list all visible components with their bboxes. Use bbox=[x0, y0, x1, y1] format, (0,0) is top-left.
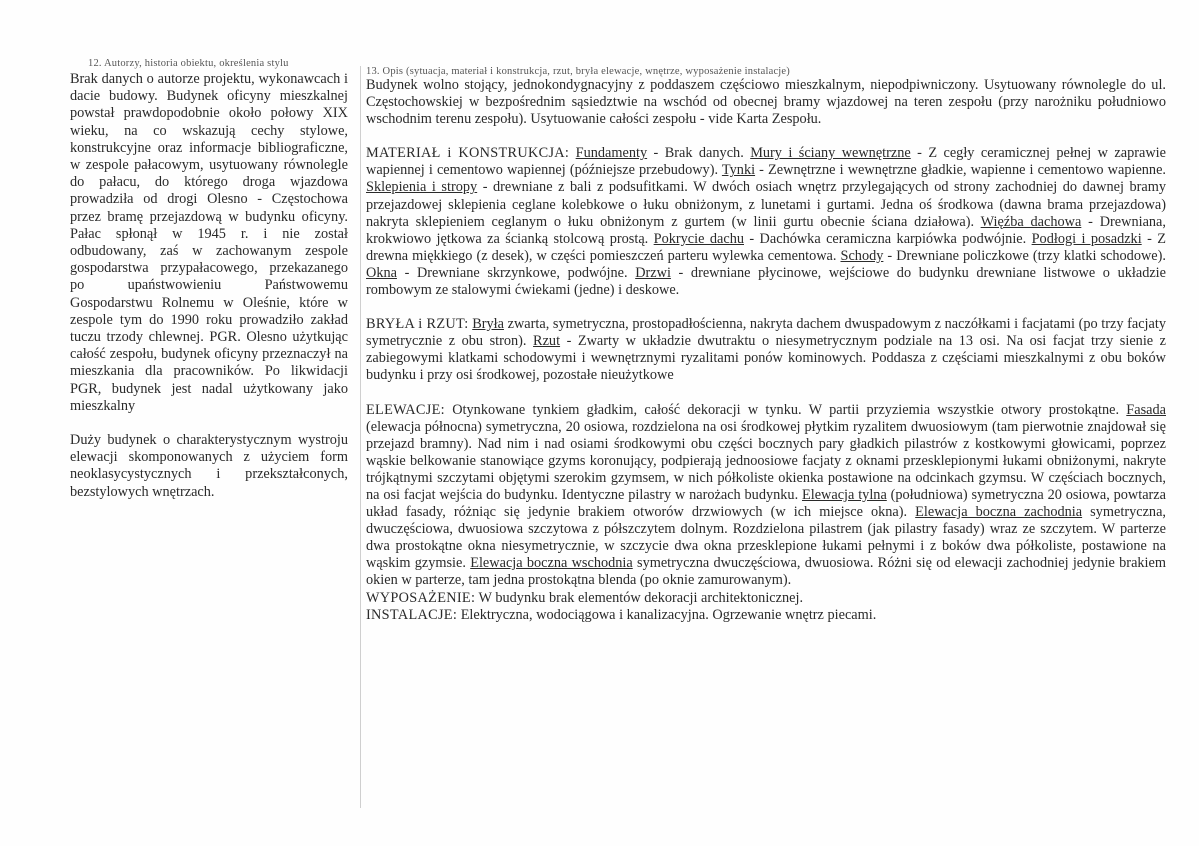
schody-term: Schody bbox=[840, 247, 884, 264]
section-13-header: 13. Opis (sytuacja, materiał i konstrukcja, rzut, bryła elewacje, wnętrze, wyposażenie instalacje) bbox=[366, 66, 790, 77]
schody-text: - Drewniane policzkowe (trzy klatki schodowe). bbox=[883, 247, 1166, 264]
drzwi-text: - drewniane płycinowe, wejściowe do budynku drewniane listwowe o układzie rombowym ze stalowymi ćwiekami (jedne) i deskowe. bbox=[366, 264, 1167, 299]
elewacje-text-1: Otynkowane tynkiem gładkim, całość dekoracji w tynku. W partii przyziemia wszystkie otwory prostokątne. bbox=[444, 401, 1127, 418]
style-paragraph: Duży budynek o charakterystycznym wystroju elewacji skomponowanych z użyciem form neoklasycystycznych i przekształconych, bezstylowych wnętrzach. bbox=[70, 432, 348, 500]
bryla-section bbox=[366, 316, 1166, 384]
mury-text: - Z cegły ceramicznej pełnej w zaprawie wapiennej i cementowo wapiennej (późniejsze przebudowy). bbox=[366, 145, 1166, 179]
bryla-term: Bryła bbox=[472, 316, 504, 333]
fasada-term: Fasada bbox=[1126, 401, 1166, 418]
okna-text: - Drewniane skrzynkowe, podwójne. bbox=[396, 264, 636, 281]
pokrycie-text: - Dachówka ceramiczna karpiówka podwójnie. bbox=[744, 230, 1032, 247]
rzut-term: Rzut bbox=[533, 333, 561, 350]
sklepienia-text: - drewniane z bali z podsufitkami. W dwóch osiach wnętrz przylegających od strony zachodniej do dawnej bramy przejazdowej sklepienia ceglane kolebkowe o łuku obniżonym, z lunetami i gurtami. Jedna oś środkowa (dawna brama przejazdowa) nakryta sklepieniem ceglanym o łuku obniżonym z gurtem (w linii gurtu obecnie ściana działowa). bbox=[366, 179, 1166, 230]
rzut-text: - Zwarty w układzie dwutraktu o niesymetrycznym podziale na 13 osi. Na osi facjat trzy sienie z zabiegowymi klatkami schodowymi i wewnętrznymi ryzalitami ponów kominowych. Poddasza z częściami mieszkalnymi z obu boków budynku i przy osi środkowej, pozostałe nieużytkowe bbox=[366, 333, 1167, 384]
bryla-text: zwarta, symetryczna, prostopadłościenna, nakryta dachem dwuspadowym z naczółkami i facjatami (po trzy facjaty symetrycznie z obu stron). bbox=[366, 316, 1166, 350]
podlogi-text: - Z drewna miękkiego (z desek), w części pomieszczeń parteru wylewka cementowa. bbox=[366, 230, 1166, 264]
material-section bbox=[366, 145, 1166, 299]
fundamenty-term: Fundamenty bbox=[575, 145, 648, 162]
wiezba-text: - Drewniana, krokwiowo jętkowa za ścianką stolcową prostą. bbox=[366, 213, 1166, 247]
elewacje-section bbox=[366, 402, 1166, 590]
okna-term: Okna bbox=[366, 264, 397, 281]
sklepienia-term: Sklepienia i stropy bbox=[366, 179, 478, 196]
wiezba-term: Więźba dachowa bbox=[980, 213, 1082, 230]
elewacje-text-2: (elewacja północna) symetryczna, 20 osiowa, rozdzielona na osi środkowej płytkim ryzalitem dwuosiowym (tam pierwotnie znajdował się przejazd bramny). Nad nim i nad osiami środkowymi obu części bocznych pary gładkich pilastrów z kostkowymi głowicami, poprzez wąskie belkowanie stanowiące gzyms koronujący, podpierają jednoosiowe facjaty z oknami przesklepionymi łukami obniżonymi, nakryte trójkątnymi szczytami objętymi szerokim gzymsem, w nich półkoliste okienka postawione na odcinkach gzymsu. W częściach bocznych, na osi facjat wejścia do budynku. Identyczne pilastry w narożach budynku. bbox=[366, 418, 1166, 503]
left-column bbox=[70, 58, 348, 501]
mury-term: Mury i ściany wewnętrzne bbox=[750, 145, 911, 162]
elewacja-tylna-term: Elewacja tylna bbox=[801, 486, 887, 503]
wyposazenie-heading: WYPOSAŻENIE: bbox=[366, 589, 476, 606]
drzwi-term: Drzwi bbox=[635, 264, 671, 281]
pokrycie-term: Pokrycie dachu bbox=[653, 230, 744, 247]
wyposazenie-section bbox=[366, 590, 1166, 607]
podlogi-term: Podłogi i posadzki bbox=[1031, 230, 1142, 247]
bryla-heading: BRYŁA i RZUT: bbox=[366, 316, 469, 333]
elewacje-heading: ELEWACJE: bbox=[366, 401, 445, 418]
tynki-text: - Zewnętrzne i wewnętrzne gładkie, wapienne i cementowo wapienne. bbox=[755, 162, 1167, 179]
history-paragraph: Brak danych o autorze projektu, wykonawcach i dacie budowy. Budynek oficyny mieszkalnej powstał prawdopodobnie około połowy XIX wieku, na co wskazują cechy stylowe, konstrukcyjne oraz informacje bibliograficzne, w zespole pałacowym, usytuowany równolegle do pałacu, do którego droga wjazdowa prowadziła od drogi Olesno - Częstochowa przez bramę przejazdową w budynku oficyny. Pałac spłonął w 1945 r. i nie został odbudowany, zaś w zachowanym zespole gospodarstwa przypałacowego, przekazanego po upaństwowieniu Państwowemu Gospodarstwu Rolnemu w Oleśnie, które w zespole tym do 1990 roku prowadziło zakład tuczu trzody chlewnej. PGR. Olesno użytkując całość zespołu, budynek oficyny przeznaczył na mieszkania dla pracowników. Po likwidacji PGR, budynek jest nadal użytkowany jako mieszkalny bbox=[70, 71, 348, 414]
instalacje-section bbox=[366, 607, 1166, 624]
elewacja-wschodnia-term: Elewacja boczna wschodnia bbox=[470, 555, 633, 572]
right-column bbox=[360, 66, 1166, 808]
elewacje-text-4: symetryczna, dwuczęściowa, dwuosiowa szczytowa z półszczytem dolnym. Rozdzielona pilastrem (jak pilastry fasady) wraz ze szczytem. W parterze dwa prostokątne okna niesymetrycznie, w szczycie dwa okna przesklepione łukami pełnymi i z boków dwa półkoliste, postawione na wąskim gzymsie. bbox=[366, 504, 1166, 572]
section-12-header: 12. Autorzy, historia obiektu, określenia stylu bbox=[88, 58, 289, 69]
elewacje-text-3: (południowa) symetryczna 20 osiowa, powtarza układ fasady, różniąc się jedynie brakiem otworów drzwiowych (w ich miejsce okna). bbox=[366, 486, 1166, 521]
instalacje-heading: INSTALACJE: bbox=[366, 606, 458, 623]
wyposazenie-text: W budynku brak elementów dekoracji architektonicznej. bbox=[475, 589, 804, 606]
situation-paragraph: Budynek wolno stojący, jednokondygnacyjny z poddaszem częściowo mieszkalnym, niepodpiwniczony. Usytuowany równolegle do ul. Częstochowskiej w bezpośrednim sąsiedztwie na wschód od obecnej bramy wjazdowej na teren zespołu (przy narożniku południowo wschodnim terenu zespołu). Usytuowanie całości zespołu - vide Karta Zespołu. bbox=[366, 77, 1166, 128]
elewacje-text-5: symetryczna dwuczęściowa, dwuosiowa. Różni się od elewacji zachodniej jedynie brakiem okien w parterze, tam jedna prostokątna blenda (po oknie zamurowanym). bbox=[366, 555, 1166, 589]
material-heading: MATERIAŁ i KONSTRUKCJA: bbox=[366, 145, 570, 162]
tynki-term: Tynki bbox=[721, 162, 756, 179]
fundamenty-text: - Brak danych. bbox=[647, 145, 751, 162]
instalacje-text: Elektryczna, wodociągowa i kanalizacyjna. Ogrzewanie wnętrz piecami. bbox=[457, 606, 877, 623]
elewacja-zachodnia-term: Elewacja boczna zachodnia bbox=[915, 504, 1083, 521]
